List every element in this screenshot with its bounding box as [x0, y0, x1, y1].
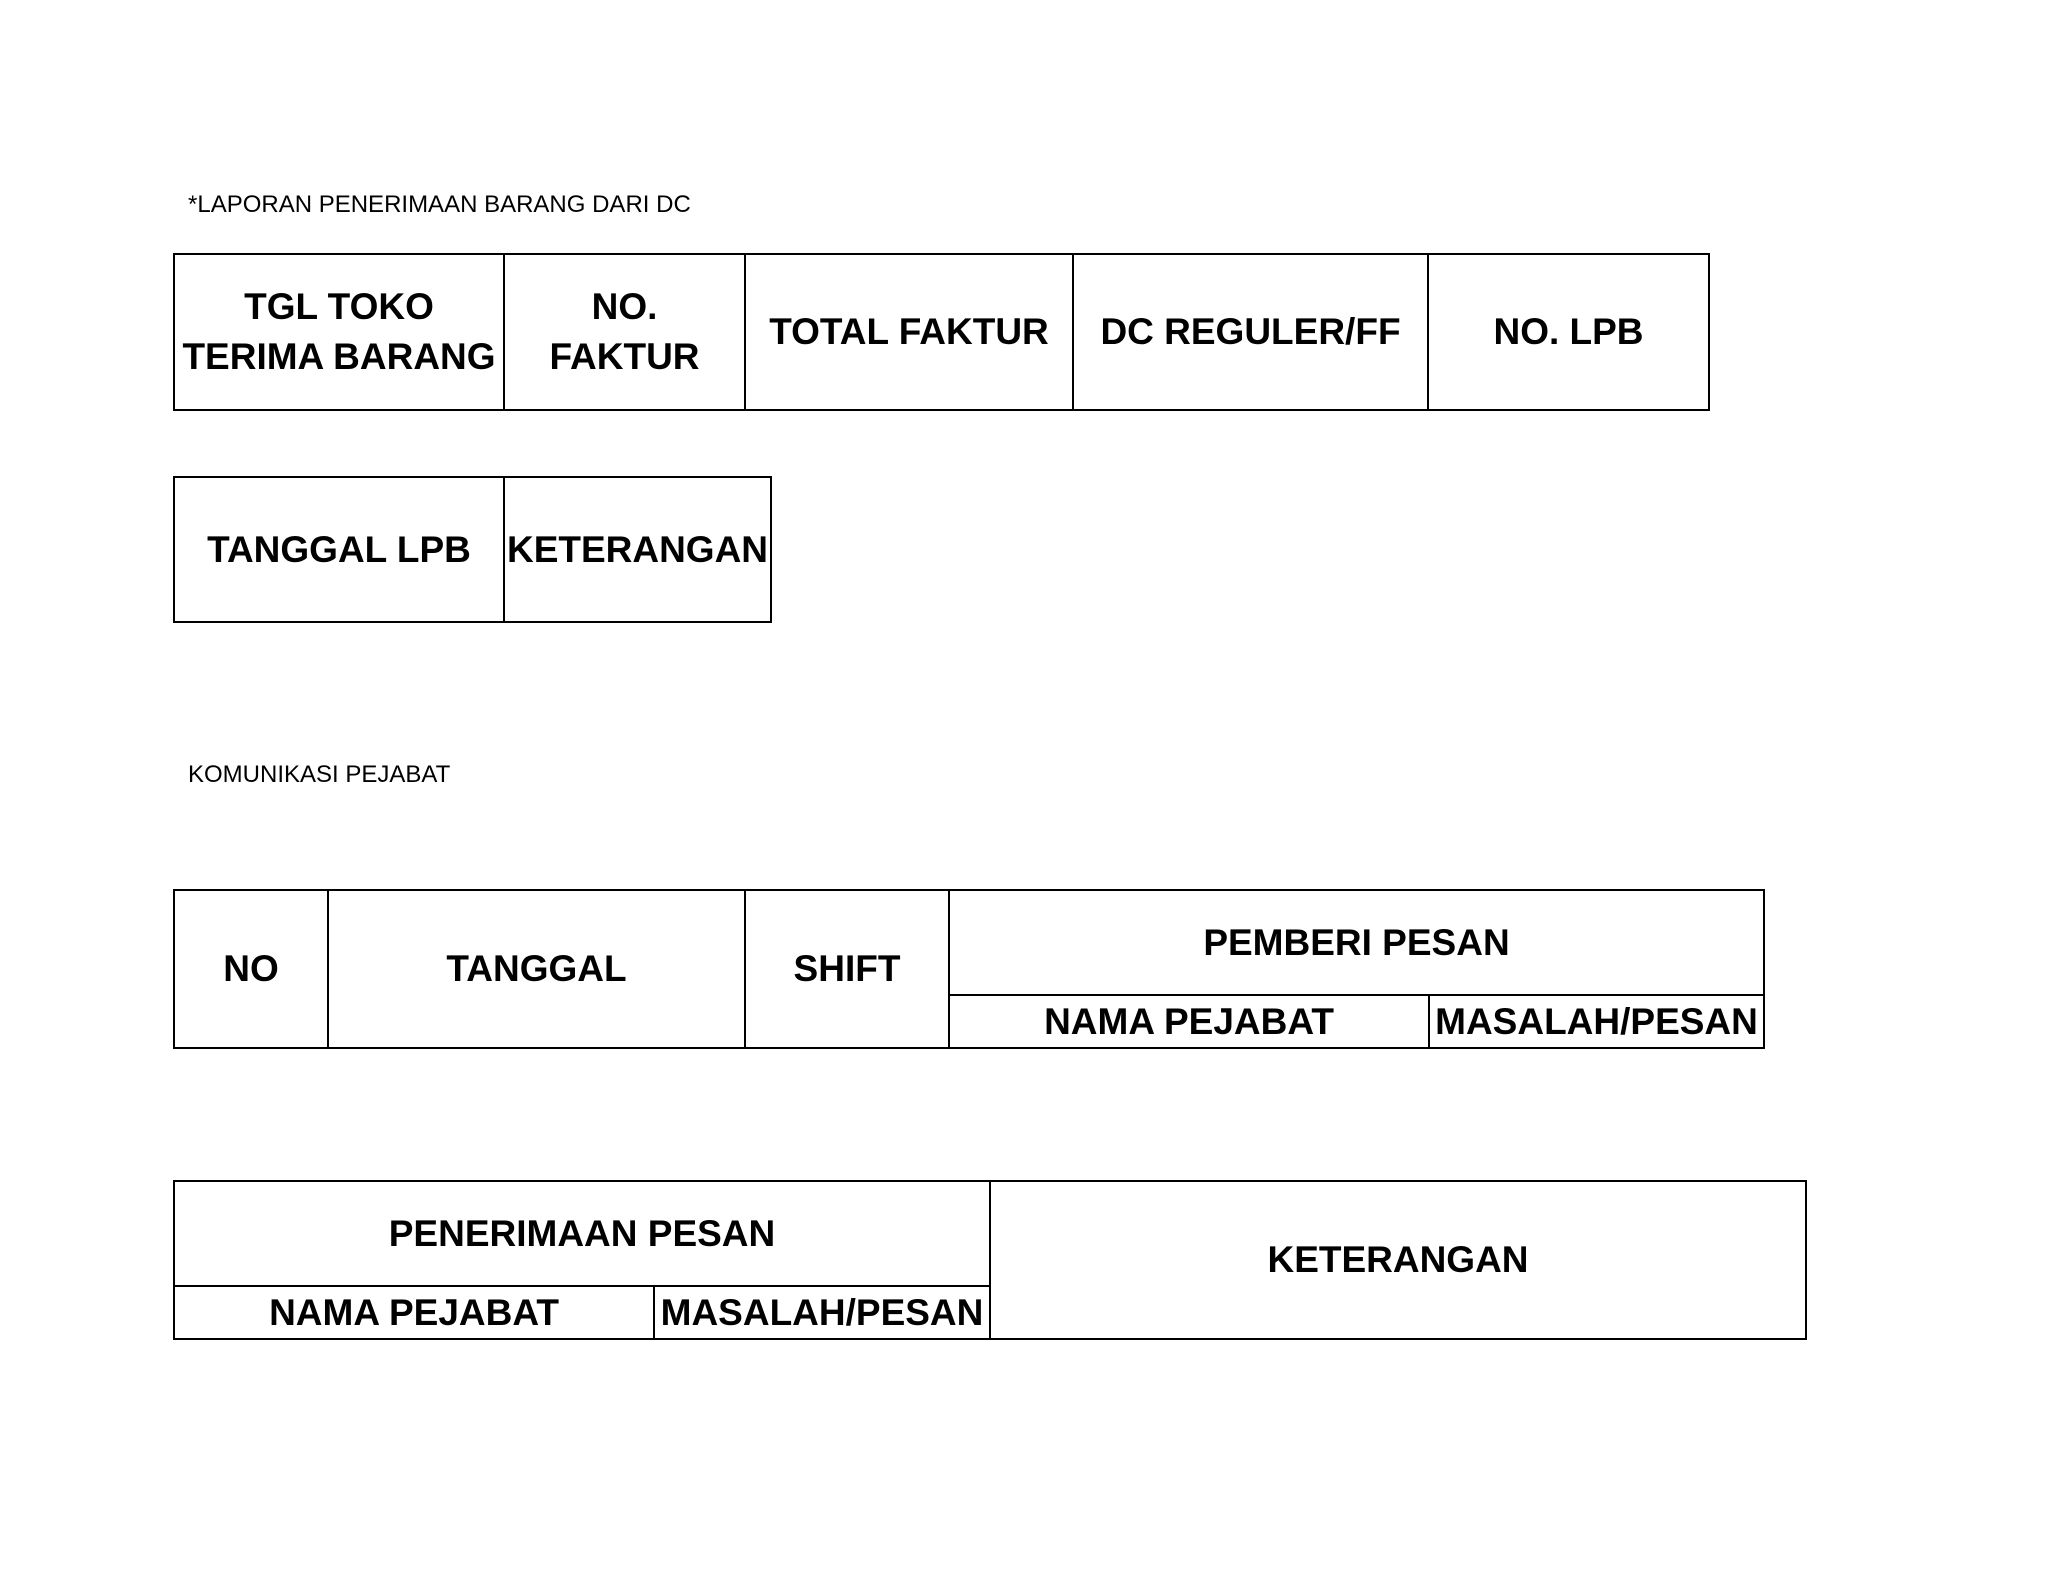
header-tanggal-lpb: TANGGAL LPB	[174, 477, 504, 622]
header-tgl-toko-line2: TERIMA BARANG	[182, 336, 496, 377]
header-penerimaan-pesan: PENERIMAAN PESAN	[174, 1181, 990, 1286]
header-no-faktur	[504, 254, 745, 410]
communication-table-1	[173, 889, 1765, 1049]
receipt-table-2	[173, 476, 772, 623]
receipt-table-1	[173, 253, 1710, 411]
header-no-faktur-line2: FAKTUR	[549, 336, 700, 377]
header-no-faktur-line1: NO.	[591, 286, 658, 328]
header-total-faktur: TOTAL FAKTUR	[745, 254, 1073, 410]
header-no: NO	[174, 890, 328, 1048]
communication-title: KOMUNIKASI PEJABAT	[188, 761, 451, 788]
header-pemberi-masalah-pesan: MASALAH/PESAN	[1429, 995, 1764, 1048]
header-keterangan-2: KETERANGAN	[990, 1181, 1806, 1339]
header-tgl-toko-terima-barang	[174, 254, 504, 410]
communication-table-2	[173, 1180, 1807, 1340]
header-tanggal: TANGGAL	[328, 890, 745, 1048]
header-penerima-masalah-pesan: MASALAH/PESAN	[654, 1286, 990, 1339]
header-penerima-nama-pejabat: NAMA PEJABAT	[174, 1286, 654, 1339]
header-pemberi-pesan: PEMBERI PESAN	[949, 890, 1764, 995]
header-dc-reguler-ff: DC REGULER/FF	[1073, 254, 1428, 410]
header-tgl-toko-line1: TGL TOKO	[244, 286, 434, 328]
header-pemberi-nama-pejabat: NAMA PEJABAT	[949, 995, 1429, 1048]
header-no-lpb: NO. LPB	[1428, 254, 1709, 410]
report-title: *LAPORAN PENERIMAAN BARANG DARI DC	[188, 191, 691, 218]
header-shift: SHIFT	[745, 890, 949, 1048]
header-keterangan: KETERANGAN	[504, 477, 771, 622]
